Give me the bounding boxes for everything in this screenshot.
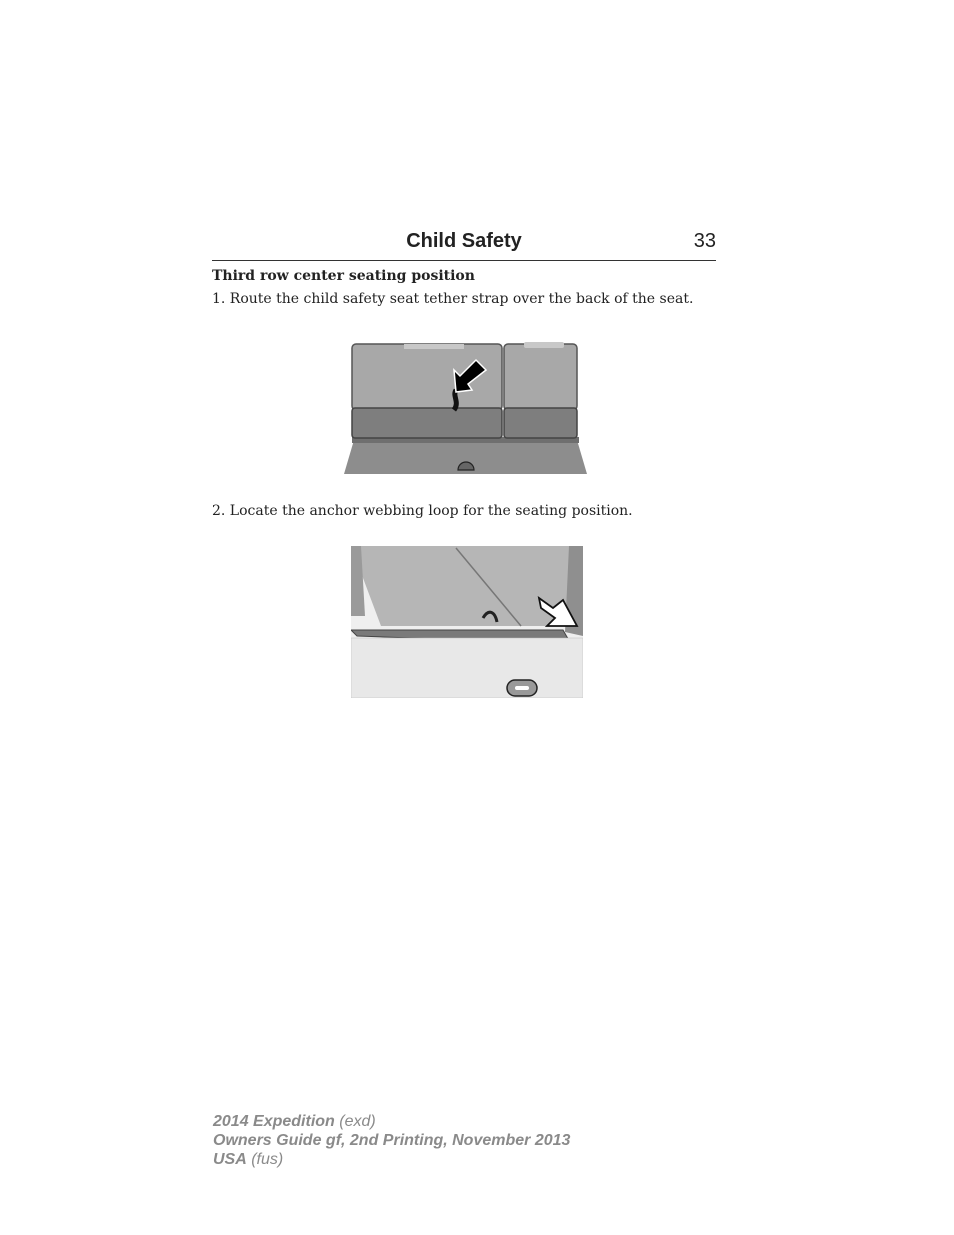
footer-line-3: USA (fus) [213,1151,284,1168]
subheading: Third row center seating position [212,268,475,284]
left-cushion [352,408,502,438]
section-title: Child Safety [406,230,522,252]
step-1-text: 1. Route the child safety seat tether strap over the back of the seat. [212,291,694,307]
step-2-text: 2. Locate the anchor webbing loop for the seating position. [212,503,633,519]
page-header [212,230,716,261]
left-seatback [352,344,502,410]
page-number: 33 [693,230,716,252]
anchor-webbing-loop-illustration [351,546,583,698]
right-cushion [504,408,577,438]
tether-strap [454,390,456,410]
footer [213,1112,570,1169]
right-seatback [504,344,577,410]
seat-tether-route-illustration [344,340,587,474]
footer-line-2: Owners Guide gf, 2nd Printing, November 2013 [213,1132,571,1149]
footer-line-1: 2014 Expedition (exd) [213,1113,376,1130]
